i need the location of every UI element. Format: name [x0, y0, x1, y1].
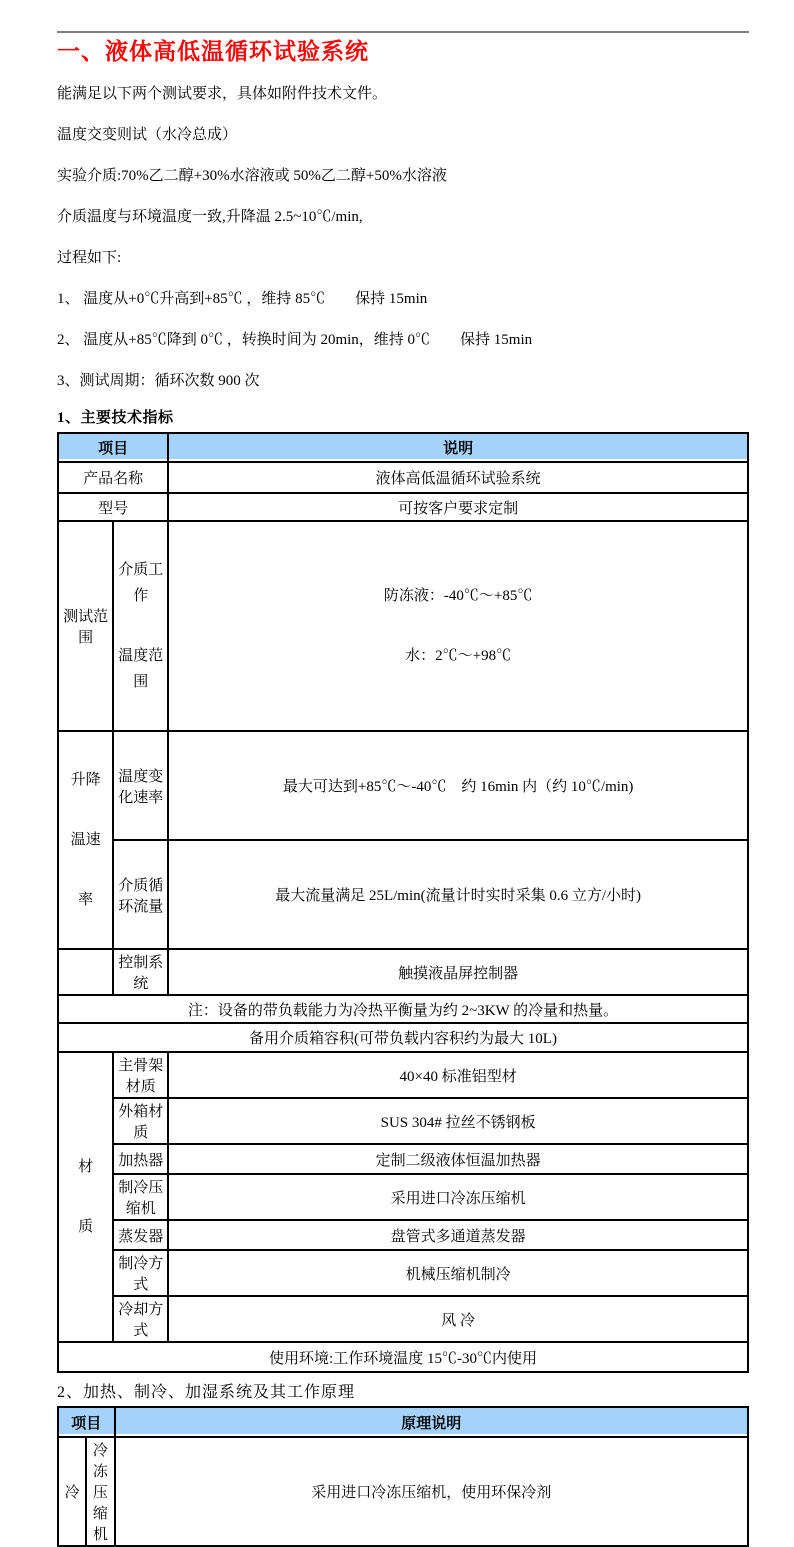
range-group-label: 测试范围: [58, 521, 113, 731]
principle-value: 采用进口冷冻压缩机，使用环保冷剂: [115, 1437, 749, 1546]
ramp-rate-label: 温度变化速率: [113, 731, 168, 840]
doc-title: 一、液体高低温循环试验系统: [57, 38, 369, 64]
test-step-1: 1、 温度从+0℃升高到+85℃ ，维持 85℃ 保持 15min: [57, 291, 428, 307]
range-value-line2: 水：2℃～+98℃: [405, 648, 512, 664]
material-label: 外箱材质: [113, 1098, 168, 1144]
test-step-2: 2、 温度从+85℃降到 0℃ ，转换时间为 20min，维持 0℃ 保持 15min: [57, 332, 533, 348]
material-group-label: [58, 1052, 113, 1342]
range-row: [58, 521, 748, 731]
material-group-line2: 质: [78, 1219, 94, 1235]
control-label: 控制系统: [113, 949, 168, 995]
material-value: 40×40 标准铝型材: [168, 1052, 748, 1098]
material-value: 采用进口冷冻压缩机: [168, 1174, 748, 1220]
spec-table: [57, 432, 749, 1373]
material-group-line1: 材: [78, 1159, 94, 1175]
material-row: [58, 1220, 748, 1250]
principle-header-item: 项目: [58, 1407, 115, 1437]
principle-header-row: [58, 1407, 748, 1437]
material-label: 冷却方式: [113, 1296, 168, 1342]
principle-table: [57, 1406, 749, 1547]
material-label: 主骨架材质: [113, 1052, 168, 1098]
flow-label: 介质循环流量: [113, 840, 168, 949]
material-row: [58, 1174, 748, 1220]
material-value: 风 冷: [168, 1296, 748, 1342]
material-label: 蒸发器: [113, 1220, 168, 1250]
note-row: [58, 995, 748, 1023]
range-label-line1: 介质工作: [118, 562, 164, 604]
principle-label: 冷冻压缩机: [86, 1437, 114, 1546]
material-value: 机械压缩机制冷: [168, 1250, 748, 1296]
intro-paragraph-5: 过程如下:: [57, 250, 122, 266]
intro-paragraph-1: 能满足以下两个测试要求，具体如附件技术文件。: [57, 86, 388, 102]
material-value: SUS 304# 拉丝不锈钢板: [168, 1098, 748, 1144]
principle-header-desc: 原理说明: [115, 1407, 749, 1437]
header-rule: [57, 31, 749, 33]
material-label: 制冷压缩机: [113, 1174, 168, 1220]
material-label: 制冷方式: [113, 1250, 168, 1296]
principle-row: [58, 1437, 748, 1546]
range-value: [168, 521, 748, 731]
intro-paragraph-2: 温度交变则试（水冷总成）: [57, 127, 238, 143]
empty-cell: [58, 949, 113, 995]
model-row: [58, 493, 748, 521]
spec-header-item: 项目: [58, 433, 168, 462]
ramp-rate-row: [58, 731, 748, 840]
note-text: 注：设备的带负载能力为冷热平衡量为约 2~3KW 的冷量和热量。: [58, 995, 748, 1023]
material-value: 盘管式多通道蒸发器: [168, 1220, 748, 1250]
model-value: 可按客户要求定制: [168, 493, 748, 521]
ramp-group-line2: 温速: [70, 832, 101, 848]
control-row: [58, 949, 748, 995]
ramp-group-line1: 升降: [70, 772, 101, 788]
material-row: [58, 1296, 748, 1342]
flow-row: [58, 840, 748, 949]
product-value: 液体高低温循环试验系统: [168, 462, 748, 493]
range-value-line1: 防冻液：-40℃～+85℃: [383, 588, 533, 604]
environment-row: [58, 1342, 748, 1372]
range-label: [113, 521, 168, 731]
material-row: [58, 1052, 748, 1098]
model-label: 型号: [58, 493, 168, 521]
test-step-3: 3、测试周期：循环次数 900 次: [57, 373, 260, 389]
material-label: 加热器: [113, 1144, 168, 1174]
intro-paragraph-3: 实验介质:70%乙二醇+30%水溶液或 50%乙二醇+50%水溶液: [57, 168, 447, 184]
product-label: 产品名称: [58, 462, 168, 493]
environment-text: 使用环境:工作环境温度 15℃-30℃内使用: [58, 1342, 748, 1372]
ramp-group-label: [58, 731, 113, 949]
ramp-rate-value: 最大可达到+85℃～-40℃ 约 16min 内（约 10℃/min): [168, 731, 748, 840]
backup-row: [58, 1023, 748, 1052]
backup-text: 备用介质箱容积(可带负载内容积约为最大 10L): [58, 1023, 748, 1052]
flow-value: 最大流量满足 25L/min(流量计时实时采集 0.6 立方/小时): [168, 840, 748, 949]
spec-header-desc: 说明: [168, 433, 748, 462]
spec-header-row: [58, 433, 748, 462]
material-row: [58, 1250, 748, 1296]
material-row: [58, 1098, 748, 1144]
intro-paragraph-4: 介质温度与环境温度一致,升降温 2.5~10℃/min,: [57, 209, 363, 225]
ramp-group-line3: 率: [78, 892, 94, 908]
principle-group-label: 冷: [58, 1437, 86, 1546]
section1-heading: 1、主要技术指标: [57, 410, 174, 426]
section2-heading: 2、加热、制冷、加湿系统及其工作原理: [57, 1384, 356, 1401]
material-value: 定制二级液体恒温加热器: [168, 1144, 748, 1174]
range-label-line2: 温度范围: [118, 648, 164, 690]
control-value: 触摸液晶屏控制器: [168, 949, 748, 995]
material-row: [58, 1144, 748, 1174]
product-row: [58, 462, 748, 493]
